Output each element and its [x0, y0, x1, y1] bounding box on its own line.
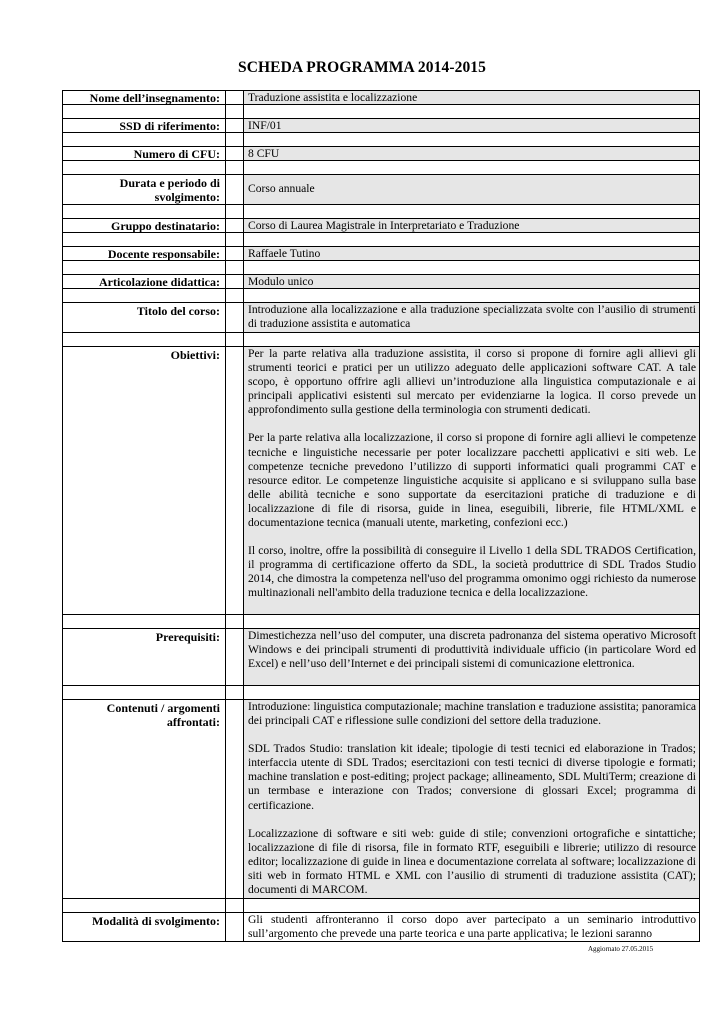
table-row-ssd: [63, 119, 699, 133]
table-row-prerequisites: [63, 629, 699, 686]
table-row-cfu: [63, 147, 699, 161]
value-duration: Corso annuale: [244, 175, 699, 204]
spacer-row: [63, 333, 699, 347]
spacer-row: [63, 133, 699, 147]
label-ssd: SSD di riferimento:: [63, 119, 226, 132]
label-course-name: Nome dell’insegnamento:: [63, 91, 226, 104]
objectives-paragraph: Il corso, inoltre, offre la possibilità di conseguire il Livello 1 della SDL TRADOS Certification, il programma di certificazione offerto da SDL, la società produttrice di SDL Trados Studio 2014, che dimostra la competenza nell'uso del programma omonimo oggi richiesto da numerose multinazionali nell'ambito della traduzione tecnica e della localizzazione.: [248, 544, 696, 600]
spacer-row: [63, 205, 699, 219]
spacer-row: [63, 899, 699, 913]
objectives-paragraph: Per la parte relativa alla localizzazione, il corso si propone di fornire agli allievi le competenze tecniche e linguistiche necessarie per poter localizzare pacchetti applicativi e siti web. Le competenze tecniche prevedono l’utilizzo di supporti informatici quali programmi CAT e resource editor. Le competenze linguistiche acquisite si applicano e si sviluppano sulla base delle abilità tecniche e sono supportate da esercitazioni pratiche di traduzione e di localizzazione di file di risorsa, guide in linea, eseguibili, librerie, file HTML/XML e documentazione tecnica (manuali utente, marketing, confezioni ecc.): [248, 431, 696, 530]
objectives-paragraph: Per la parte relativa alla traduzione assistita, il corso si propone di fornire agli allievi gli strumenti teorici e pratici per un utilizzo adeguato delle applicazioni software CAT. A tale scopo, è opportuno offrire agli allievi un’introduzione alla linguistica computazionale e ai principali applicativi esistenti sul mercato per evidenziarne la logica. Il corso prevede un approfondimento sulla gestione della terminologia con strumenti dedicati.: [248, 347, 696, 417]
value-teaching-mode: Gli studenti affronteranno il corso dopo aver partecipato a un seminario introduttivo sull’argomento che prevede una parte teorica e una parte applicativa; le lezioni saranno: [248, 913, 696, 941]
label-target-group: Gruppo destinatario:: [63, 219, 226, 232]
spacer-row: [63, 289, 699, 303]
spacer-row: [63, 105, 699, 119]
spacer-row: [63, 233, 699, 247]
table-row-course-name: [63, 91, 699, 105]
table-row-teacher: [63, 247, 699, 261]
value-course-title: Introduzione alla localizzazione e alla traduzione specializzata svolte con l’ausilio di strumenti di traduzione assistita e automatica: [244, 303, 699, 332]
label-teaching-mode: Modalità di svolgimento:: [63, 913, 226, 941]
contents-paragraph: SDL Trados Studio: translation kit ideale; tipologie di testi tecnici ed elaborazione in Trados; interfaccia utente di SDL Trados; esercitazioni con testi tecnici di diverse tipologie e formati; machine translation e post-editing; project package; allineamento, SDL MultiTerm; creazione di un termbase e interazione con Trados; conversione di glossari Excel; programma di certificazione.: [248, 742, 696, 812]
value-prerequisites: Dimestichezza nell’uso del computer, una discreta padronanza del sistema operativo Microsoft Windows e dei principali strumenti di produttività individuale ufficio (in particolare Word ed Excel) e nell’uso dell’Internet e dei principali sistemi di comunicazione elettronica.: [244, 629, 699, 685]
value-target-group: Corso di Laurea Magistrale in Interpretariato e Traduzione: [244, 219, 699, 232]
table-row-target-group: [63, 219, 699, 233]
table-row-duration: [63, 175, 699, 205]
label-objectives: Obiettivi:: [63, 347, 226, 614]
table-row-contents: [63, 700, 699, 899]
label-structure: Articolazione didattica:: [63, 275, 226, 288]
value-ssd: INF/01: [244, 119, 699, 132]
spacer-row: [63, 261, 699, 275]
document-title: SCHEDA PROGRAMMA 2014-2015: [237, 59, 486, 76]
label-cfu: Numero di CFU:: [63, 147, 226, 160]
contents-paragraph: Localizzazione di software e siti web: guide di stile; convenzioni ortografiche e sintattiche; localizzazione di file di risorsa, file in formato RTF, eseguibili e librerie; utilizzo di resource editor; localizzazione di guide in linea e documentazione correlata al software; localizzazione di siti web in formato HTML e XML con l’ausilio di strumenti di traduzione assistita (CAT); documenti di MARCOM.: [248, 826, 696, 897]
spacer-row: [63, 615, 699, 629]
label-prerequisites: Prerequisiti:: [63, 629, 226, 685]
contents-paragraph: Introduzione: linguistica computazionale; machine translation e traduzione assistita; panoramica dei principali CAT e riflessione sulle condizioni del settore della traduzione.: [248, 700, 696, 728]
value-course-name: Traduzione assistita e localizzazione: [244, 91, 699, 104]
label-teacher: Docente responsabile:: [63, 247, 226, 260]
spacer-row: [63, 686, 699, 700]
updated-date: Aggiornato 27.05.2015: [588, 945, 654, 953]
value-structure: Modulo unico: [244, 275, 699, 288]
value-contents: [244, 700, 699, 898]
value-teacher: Raffaele Tutino: [244, 247, 699, 260]
spacer-row: [63, 161, 699, 175]
table-row-objectives: [63, 347, 699, 615]
label-duration: Durata e periodo di svolgimento:: [63, 175, 226, 204]
value-objectives: [244, 347, 699, 614]
table-row-course-title: [63, 303, 699, 333]
label-contents: Contenuti / argomenti affrontati:: [63, 700, 226, 898]
program-table: [62, 90, 700, 942]
value-cfu: 8 CFU: [244, 147, 699, 160]
label-course-title: Titolo del corso:: [63, 303, 226, 332]
table-row-structure: [63, 275, 699, 289]
table-row-teaching-mode: [63, 913, 699, 942]
